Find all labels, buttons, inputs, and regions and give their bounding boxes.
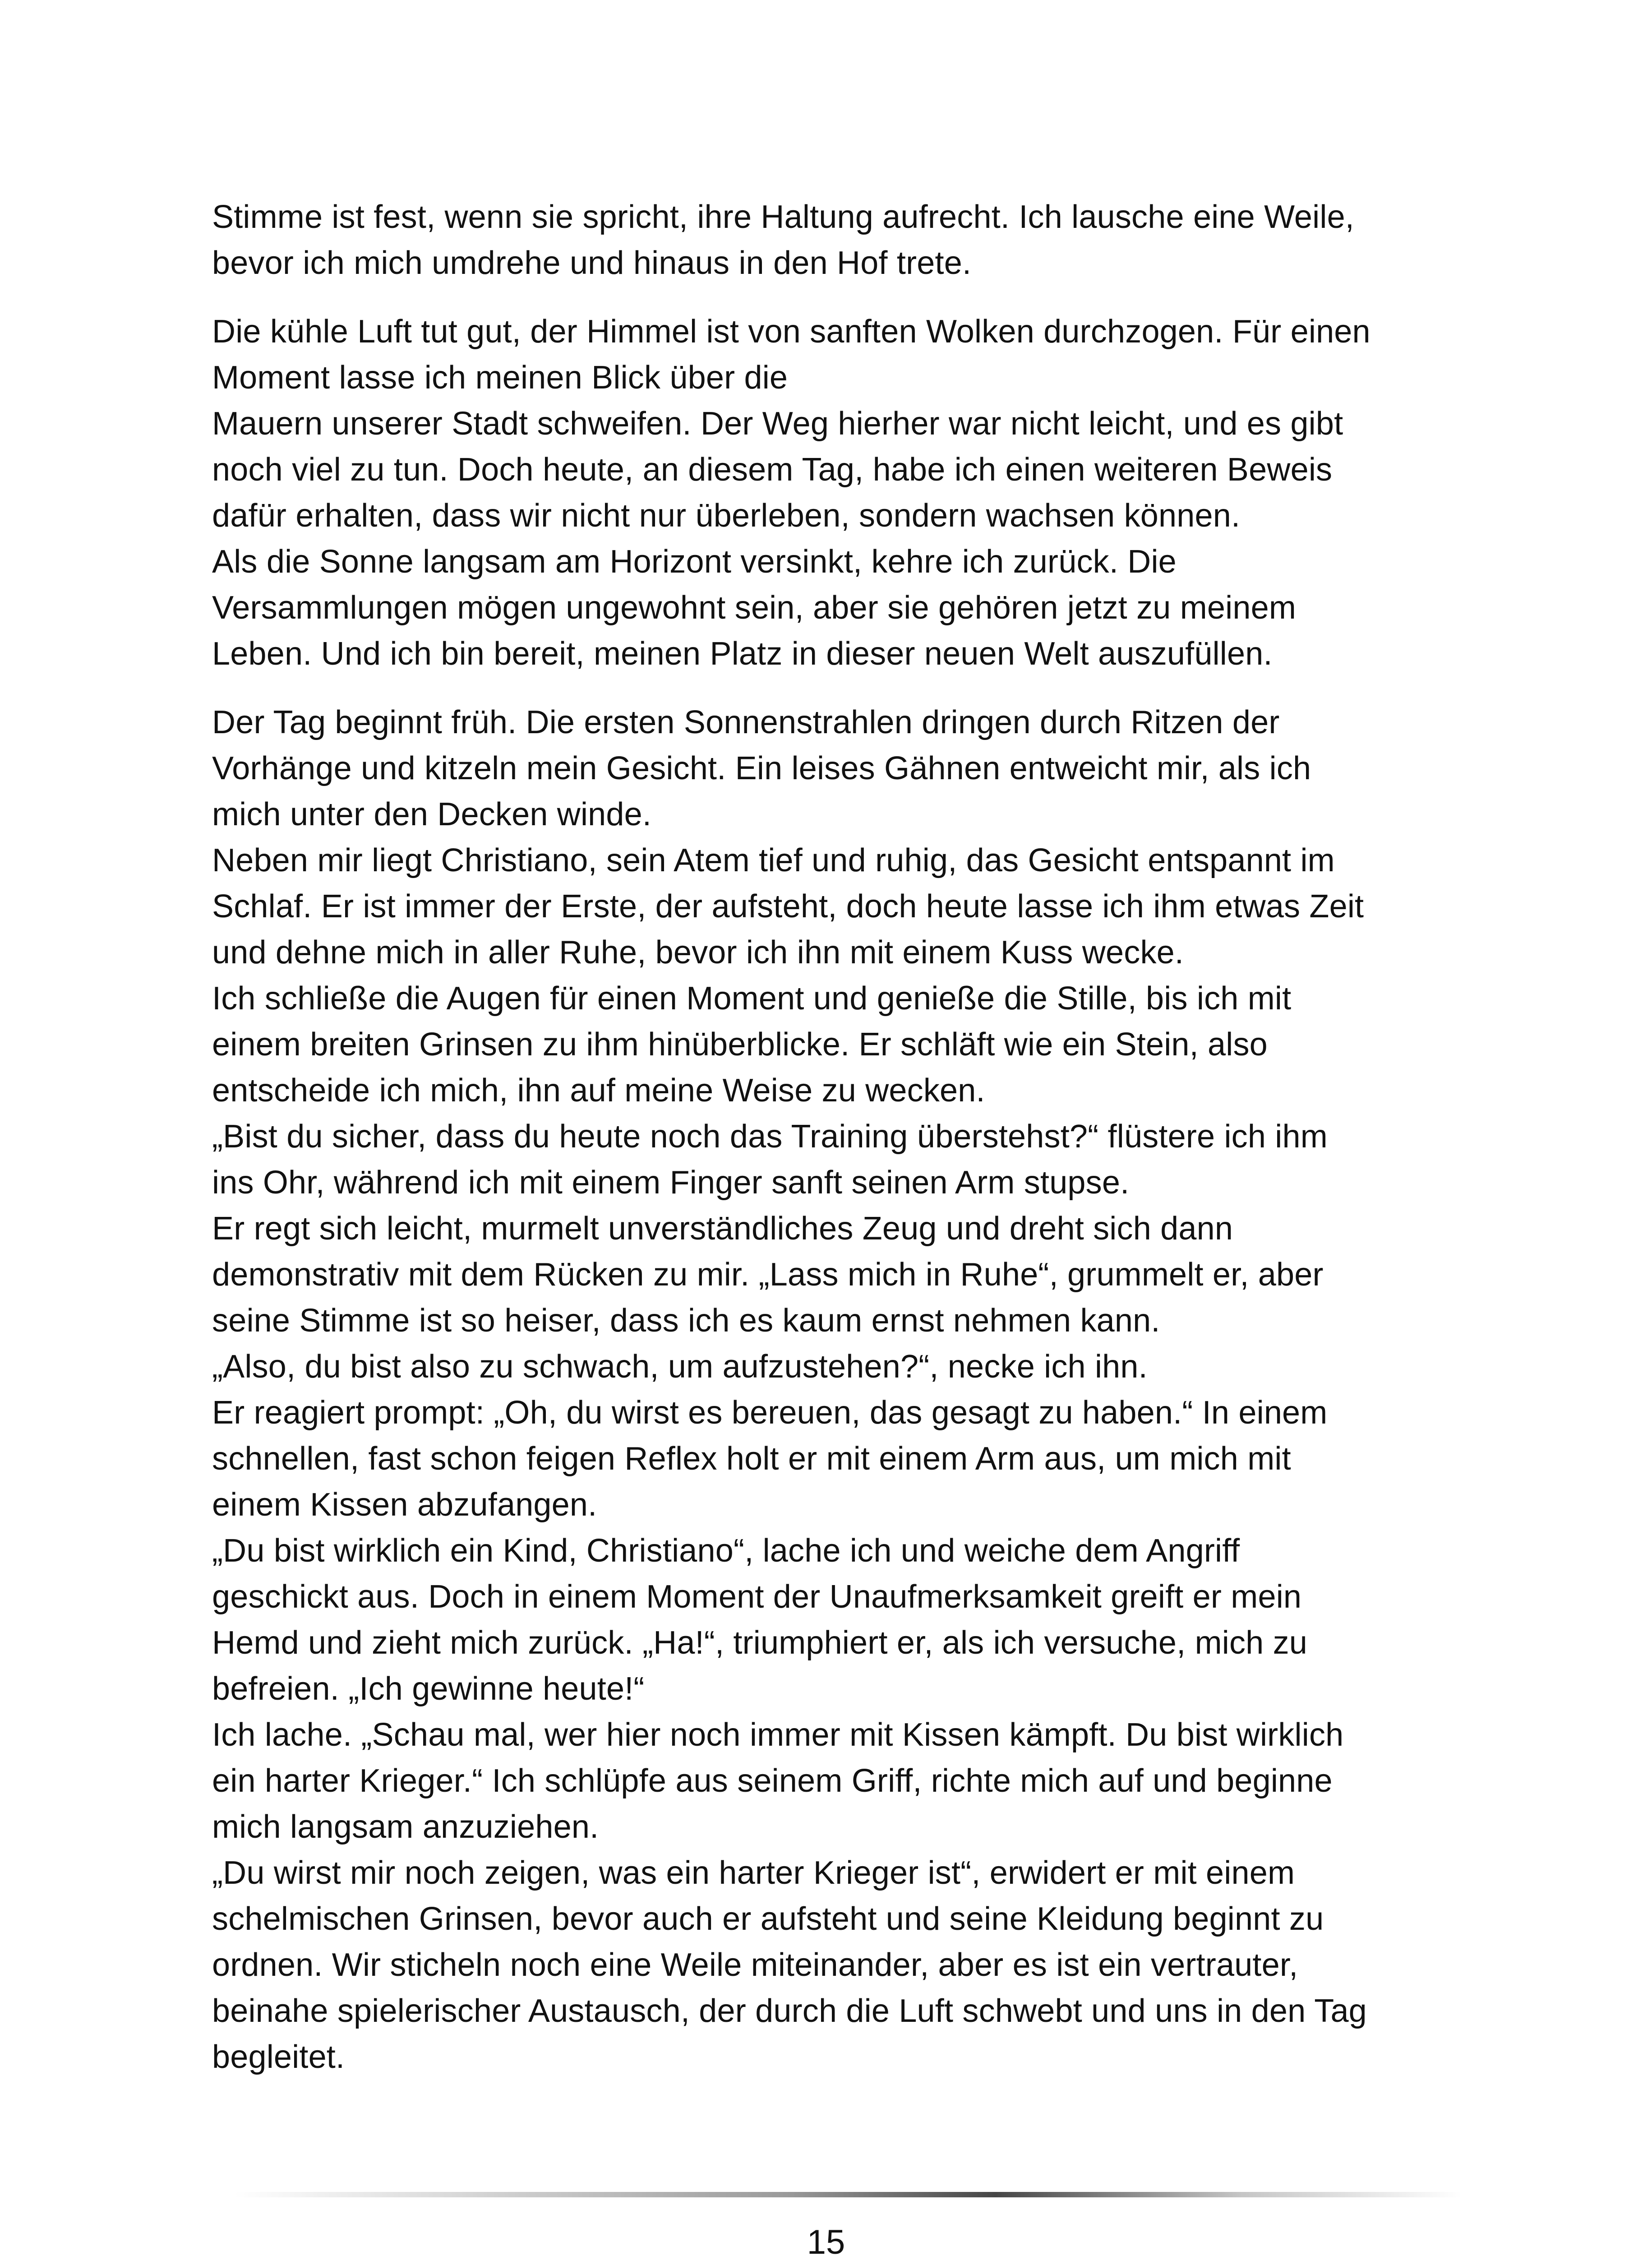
text-line: geschickt aus. Doch in einem Moment der Unaufmerksamkeit greift er mein: [212, 1579, 1302, 1615]
text-line: Er regt sich leicht, murmelt unverständliches Zeug und dreht sich dann: [212, 1211, 1233, 1247]
text-line: bevor ich mich umdrehe und hinaus in den Hof trete.: [212, 245, 972, 281]
text-line: entscheide ich mich, ihn auf meine Weise zu wecken.: [212, 1073, 985, 1109]
paragraph: [212, 194, 1466, 286]
text-line: „Du bist wirklich ein Kind, Christiano“, lache ich und weiche dem Angriff: [212, 1533, 1240, 1569]
text-line: ins Ohr, während ich mit einem Finger sanft seinen Arm stupse.: [212, 1165, 1130, 1201]
text-line: „Bist du sicher, dass du heute noch das Training überstehst?“ flüstere ich ihm: [212, 1119, 1328, 1155]
text-line: beinahe spielerischer Austausch, der durch die Luft schwebt und uns in den Tag: [212, 1993, 1367, 2029]
text-line: noch viel zu tun. Doch heute, an diesem Tag, habe ich einen weiteren Beweis: [212, 452, 1333, 488]
paragraph: [212, 309, 1466, 677]
text-line: Die kühle Luft tut gut, der Himmel ist von sanften Wolken durchzogen. Für einen: [212, 314, 1371, 350]
text-line: demonstrativ mit dem Rücken zu mir. „Lass mich in Ruhe“, grummelt er, aber: [212, 1257, 1324, 1293]
text-line: Der Tag beginnt früh. Die ersten Sonnenstrahlen dringen durch Ritzen der: [212, 704, 1280, 740]
text-line: mich unter den Decken winde.: [212, 796, 652, 832]
text-line: „Also, du bist also zu schwach, um aufzustehen?“, necke ich ihn.: [212, 1349, 1148, 1385]
text-line: Moment lasse ich meinen Blick über die: [212, 360, 788, 396]
text-line: Vorhänge und kitzeln mein Gesicht. Ein leises Gähnen entweicht mir, als ich: [212, 750, 1311, 786]
text-line: einem Kissen abzufangen.: [212, 1487, 597, 1523]
text-line: schelmischen Grinsen, bevor auch er aufsteht und seine Kleidung beginnt zu: [212, 1901, 1324, 1937]
text-line: begleitet.: [212, 2039, 345, 2075]
text-line: Hemd und zieht mich zurück. „Ha!“, triumphiert er, als ich versuche, mich zu: [212, 1625, 1308, 1661]
text-line: Versammlungen mögen ungewohnt sein, aber sie gehören jetzt zu meinem: [212, 590, 1296, 626]
text-line: Ich schließe die Augen für einen Moment und genieße die Stille, bis ich mit: [212, 980, 1292, 1017]
text-line: Neben mir liegt Christiano, sein Atem tief und ruhig, das Gesicht entspannt im: [212, 842, 1335, 878]
text-line: „Du wirst mir noch zeigen, was ein harter Krieger ist“, erwidert er mit einem: [212, 1855, 1295, 1891]
text-line: Leben. Und ich bin bereit, meinen Platz in dieser neuen Welt auszufüllen.: [212, 636, 1273, 672]
text-line: Er reagiert prompt: „Oh, du wirst es bereuen, das gesagt zu haben.“ In einem: [212, 1395, 1328, 1431]
text-line: Ich lache. „Schau mal, wer hier noch immer mit Kissen kämpft. Du bist wirklich: [212, 1717, 1344, 1753]
text-line: schnellen, fast schon feigen Reflex holt er mit einem Arm aus, um mich mit: [212, 1441, 1291, 1477]
text-line: seine Stimme ist so heiser, dass ich es kaum ernst nehmen kann.: [212, 1303, 1160, 1339]
text-line: ein harter Krieger.“ Ich schlüpfe aus seinem Griff, richte mich auf und beginne: [212, 1763, 1333, 1799]
page-number: 15: [807, 2223, 845, 2256]
text-line: befreien. „Ich gewinne heute!“: [212, 1671, 645, 1707]
text-line: Als die Sonne langsam am Horizont versinkt, kehre ich zurück. Die: [212, 544, 1177, 580]
text-line: und dehne mich in aller Ruhe, bevor ich ihn mit einem Kuss wecke.: [212, 934, 1184, 971]
text-line: dafür erhalten, dass wir nicht nur überleben, sondern wachsen können.: [212, 498, 1241, 534]
footer-divider: [235, 2192, 1462, 2197]
paragraph: [212, 699, 1466, 2080]
text-line: Schlaf. Er ist immer der Erste, der aufsteht, doch heute lasse ich ihm etwas Zeit: [212, 888, 1364, 925]
text-line: ordnen. Wir sticheln noch eine Weile miteinander, aber es ist ein vertrauter,: [212, 1947, 1298, 1983]
body-text: [212, 194, 1466, 2103]
text-line: mich langsam anzuziehen.: [212, 1809, 599, 1845]
text-line: Mauern unserer Stadt schweifen. Der Weg hierher war nicht leicht, und es gibt: [212, 406, 1343, 442]
text-line: Stimme ist fest, wenn sie spricht, ihre Haltung aufrecht. Ich lausche eine Weile,: [212, 199, 1355, 235]
text-line: einem breiten Grinsen zu ihm hinüberblicke. Er schläft wie ein Stein, also: [212, 1026, 1268, 1063]
